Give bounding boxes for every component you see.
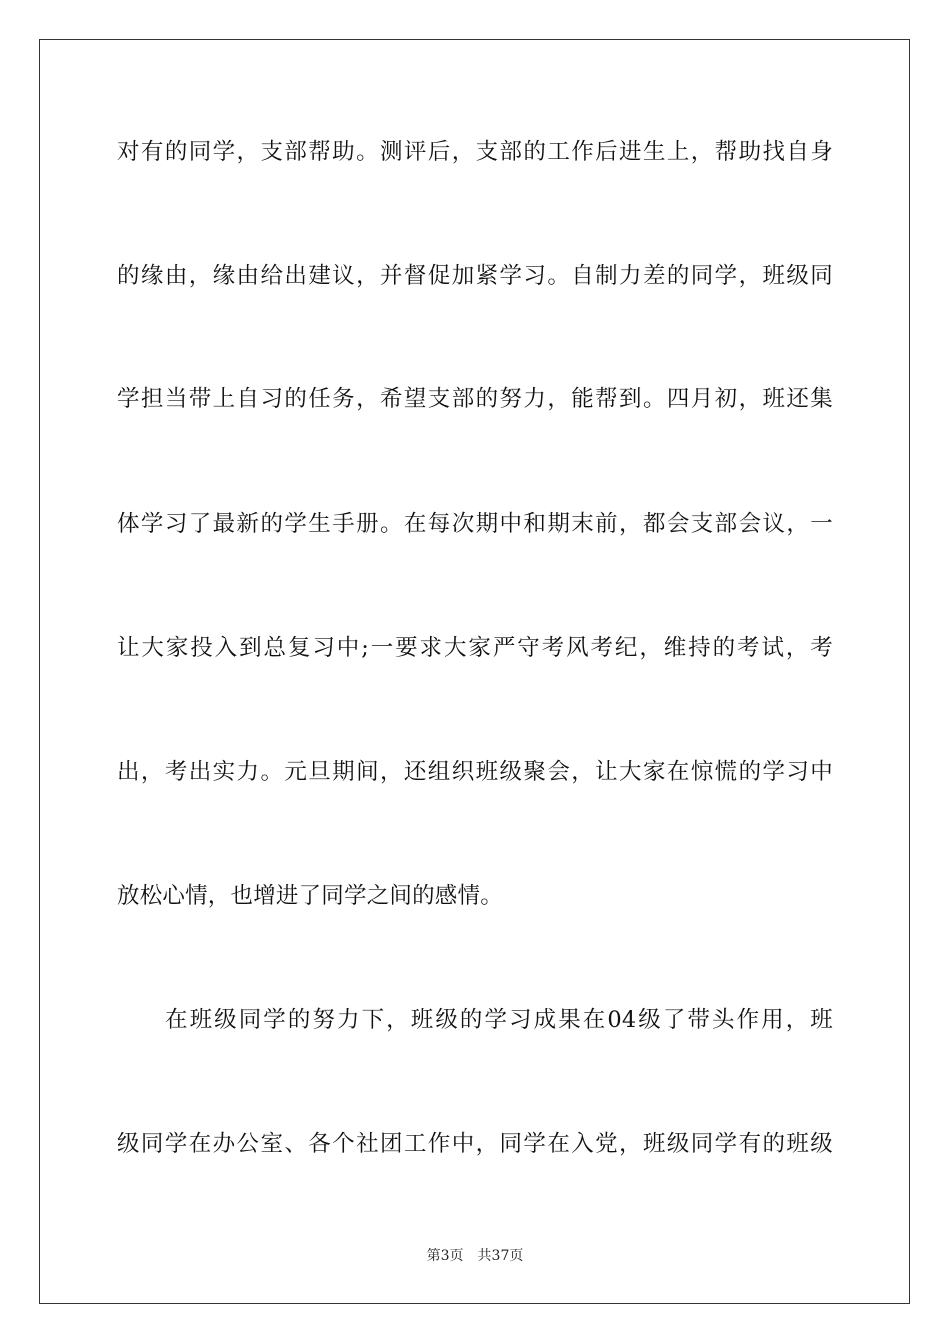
paragraph-line-4: 体学习了最新的学生手册。在每次期中和期末前，都会支部会议，一 (117, 511, 833, 537)
total-pages: 共37页 (477, 1248, 524, 1264)
page-border (39, 39, 910, 1304)
paragraph-line-1: 对有的同学，支部帮助。测评后，支部的工作后进生上，帮助找自身 (117, 139, 833, 165)
page-footer (0, 1247, 950, 1265)
paragraph-line-7: 放松心情，也增进了同学之间的感情。 (117, 883, 503, 909)
page-number: 第3页 (426, 1248, 464, 1264)
paragraph-line-6: 出，考出实力。元旦期间，还组织班级聚会，让大家在惊慌的学习中 (117, 759, 833, 785)
paragraph-line-3: 学担当带上自习的任务，希望支部的努力，能帮到。四月初，班还集 (117, 386, 833, 412)
paragraph-line-9: 级同学在办公室、各个社团工作中，同学在入党，班级同学有的班级 (117, 1131, 833, 1157)
paragraph-line-2: 的缘由，缘由给出建议，并督促加紧学习。自制力差的同学，班级同 (117, 263, 833, 289)
paragraph-line-5: 让大家投入到总复习中;一要求大家严守考风考纪，维持的考试，考 (117, 635, 833, 661)
paragraph-line-8: 在班级同学的努力下，班级的学习成果在04级了带头作用，班 (165, 1007, 833, 1033)
